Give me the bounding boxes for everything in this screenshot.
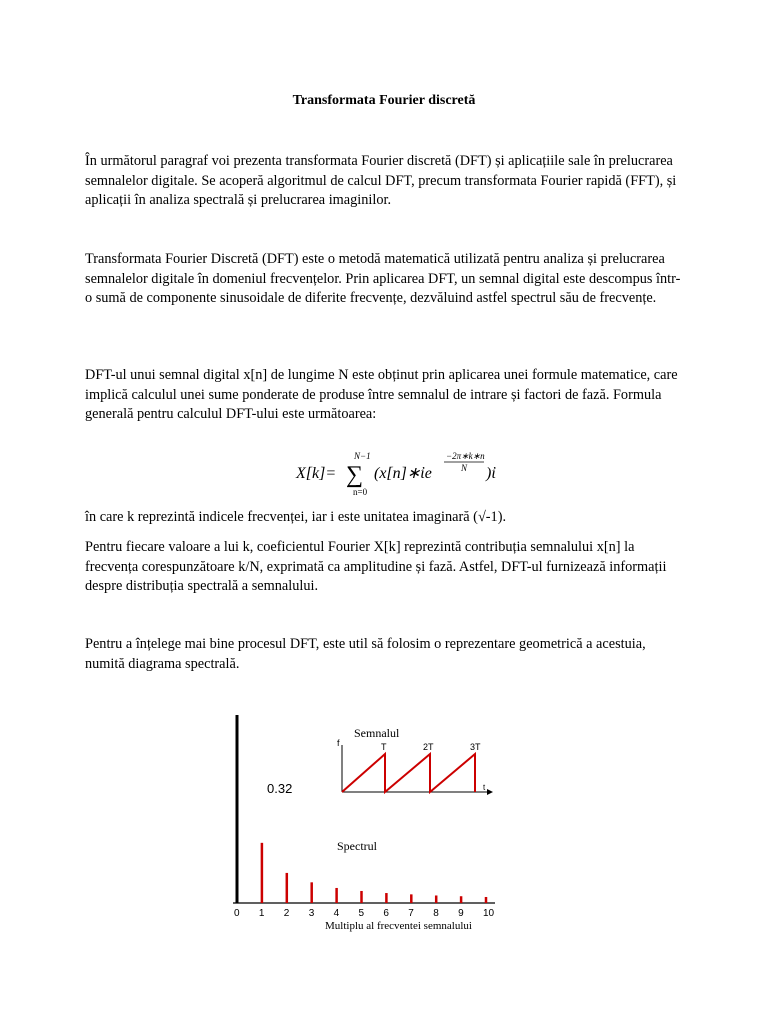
x-tick-4: 4 xyxy=(333,908,340,919)
peak-value-label: 0.32 xyxy=(267,781,293,796)
x-tick-7: 7 xyxy=(408,908,414,919)
paragraph-diagram-intro: Pentru a înțelege mai bine procesul DFT, este util să folosim o reprezentare geometrică a acestuia, numită diagrama spectrală. xyxy=(85,636,646,672)
paragraph-coefficient: Pentru fiecare valoare a lui k, coeficientul Fourier X[k] reprezintă contribuția semnalului x[n] la frecvența corespunzătoare k/N, exprimată ca amplitudine și fază. Astfel, DFT-ul furnizează informații despre distribuția spectrală a semnalului. xyxy=(85,539,667,594)
signal-label: Semnalul xyxy=(354,726,400,740)
formula-sum-sign: ∑ xyxy=(346,462,364,488)
paragraph-formula-intro: DFT-ul unui semnal digital x[n] de lungime N este obținut prin aplicarea unei formule matematice, care implică calculul unei sume ponderate de produse între semnalul de intrare și factori de fază. Formula generală pentru calculul DFT-ului este următoarea: xyxy=(85,367,678,422)
sawtooth-signal xyxy=(342,754,475,792)
x-tick-10: 10 xyxy=(483,908,495,919)
signal-t-arrow xyxy=(487,789,493,795)
paragraph-intro: În următorul paragraf voi prezenta transformata Fourier discretă (DFT) și aplicațiile sale în prelucrarea semnalelor digitale. Se acoperă algoritmul de calcul DFT, precum transformata Fourier rapidă (FFT), și aplicații în analiza spectrală și prelucrarea imaginilor. xyxy=(85,153,677,208)
x-tick-9: 9 xyxy=(458,908,464,919)
formula-body: (x[n]∗ἰe xyxy=(374,465,432,482)
dft-formula xyxy=(296,448,506,502)
formula-exponent-numerator: −2π∗k∗n xyxy=(446,451,485,461)
x-tick-2: 2 xyxy=(283,908,290,919)
signal-f-label: f xyxy=(337,738,340,748)
paragraph-definition: Transformata Fourier Discretă (DFT) este o metodă matematică utilizată pentru analiza și prelucrarea semnalelor digitale în domeniul frecvențelor. Prin aplicarea DFT, un semnal digital este descompus într-o sumă de componente sinusoidale de diferite frecvențe, dezvăluind astfel spectrul său de frecvențe. xyxy=(85,251,681,306)
x-tick-8: 8 xyxy=(433,908,439,919)
x-tick-6: 6 xyxy=(383,908,389,919)
x-tick-1: 1 xyxy=(258,908,265,919)
formula-lhs: X[k]= xyxy=(296,465,337,482)
formula-close: )ἰ xyxy=(486,465,496,482)
dft-formula-svg xyxy=(296,448,506,502)
x-tick-3: 3 xyxy=(308,908,315,919)
paragraph-variables: în care k reprezintă indicele frecvenței, iar i este unitatea imaginară (√-1). xyxy=(85,509,507,525)
x-tick-0: 0 xyxy=(234,908,240,919)
period-label-t: T xyxy=(381,742,387,752)
spectrum-label: Spectrul xyxy=(337,839,377,853)
signal-t-label: t xyxy=(483,783,486,792)
period-label-2t: 2T xyxy=(423,742,434,752)
formula-exponent-denominator: N xyxy=(461,463,468,473)
formula-sum-lower: n=0 xyxy=(353,487,368,497)
spectral-diagram-svg xyxy=(225,710,515,940)
spectral-diagram xyxy=(225,710,515,940)
formula-sum-upper: N−1 xyxy=(354,451,371,461)
x-tick-5: 5 xyxy=(358,908,365,919)
x-axis-label: Multiplu al frecventei semnalului xyxy=(325,920,472,932)
period-label-3t: 3T xyxy=(470,742,481,752)
document-title: Transformata Fourier discretă xyxy=(292,93,476,108)
